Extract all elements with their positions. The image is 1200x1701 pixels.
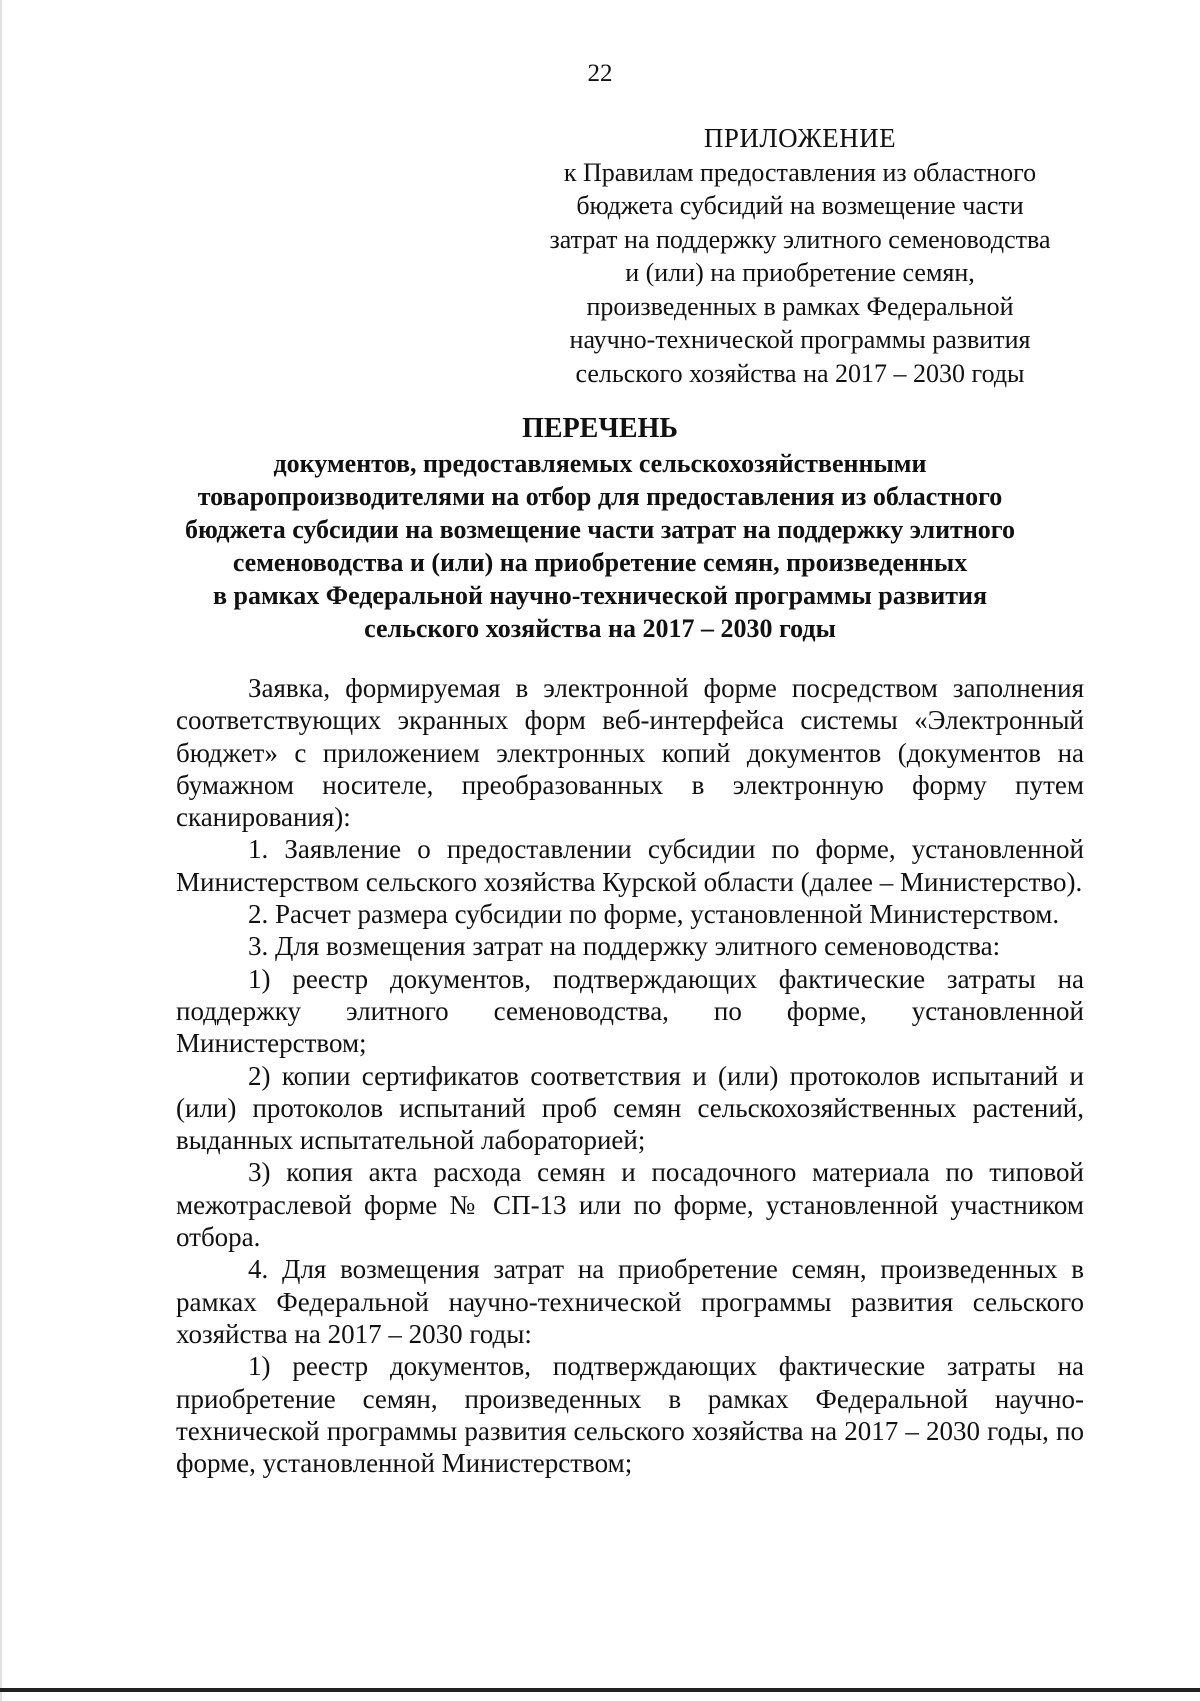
appendix-block	[520, 122, 1080, 390]
appendix-line: и (или) на приобретение семян,	[625, 258, 975, 287]
heading-title: ПЕРЕЧЕНЬ	[522, 413, 678, 444]
heading-line: товаропроизводителями на отбор для предоставления из областного	[197, 482, 1003, 511]
document-heading	[140, 412, 1060, 645]
appendix-line: затрат на поддержку элитного семеноводства	[549, 224, 1051, 254]
heading-line: бюджета субсидии на возмещение части затрат на поддержку элитного	[185, 515, 1015, 544]
heading-line: семеноводства и (или) на приобретение семян, произведенных	[232, 548, 968, 577]
appendix-line: сельского хозяйства на 2017 – 2030 годы	[575, 358, 1025, 388]
scan-edge-bottom	[0, 1688, 1200, 1692]
body-paragraph: 2) копии сертификатов соответствия и (или) протоколов испытаний и (или) протоколов испытаний проб семян сельскохозяйственных растений, выданных испытательной лабораторией;	[176, 1060, 1084, 1156]
page-number: 22	[587, 60, 613, 87]
body-paragraph: 3) копия акта расхода семян и посадочного материала по типовой межотраслевой форме № СП-13 или по форме, установленной участником отбора.	[176, 1157, 1084, 1253]
heading-line: сельского хозяйства на 2017 – 2030 годы	[364, 614, 836, 643]
appendix-line: произведенных в рамках Федеральной	[586, 291, 1014, 321]
body-paragraph: 1) реестр документов, подтверждающих фактические затраты на поддержку элитного семеноводства, по форме, установленной Министерством;	[176, 963, 1084, 1059]
scan-edge-left	[0, 0, 2, 1701]
appendix-title: ПРИЛОЖЕНИЕ	[703, 123, 897, 153]
heading-line: документов, предоставляемых сельскохозяйственными	[273, 449, 927, 478]
body-paragraph: 1. Заявление о предоставлении субсидии по форме, установленной Министерством сельского хозяйства Курской области (далее – Министерство).	[176, 834, 1084, 897]
body-paragraph: 2. Расчет размера субсидии по форме, установленной Министерством.	[248, 899, 1060, 930]
appendix-line: к Правилам предоставления из областного	[563, 157, 1037, 187]
body-paragraph: Заявка, формируемая в электронной форме посредством заполнения соответствующих экранных форм веб-интерфейса системы «Электронный бюджет» с приложением электронных копий документов (документов на бумажном носителе, преобразованных в электронную форму путем сканирования):	[176, 673, 1084, 833]
heading-line: в рамках Федеральной научно-технической программы развития	[212, 581, 988, 610]
body-paragraph: 4. Для возмещения затрат на приобретение семян, произведенных в рамках Федеральной научно-технической программы развития сельского хозяйства на 2017 – 2030 годы:	[176, 1254, 1084, 1349]
document-body	[176, 672, 1084, 1479]
body-paragraph: 1) реестр документов, подтверждающих фактические затраты на приобретение семян, произведенных в рамках Федеральной научно-технической программы развития сельского хозяйства на 2017 – 2030 годы, по форме, установленной Министерством;	[176, 1351, 1084, 1479]
appendix-line: бюджета субсидий на возмещение части	[576, 191, 1024, 220]
appendix-line: научно-технической программы развития	[569, 325, 1031, 354]
body-paragraph: 3. Для возмещения затрат на поддержку элитного семеноводства:	[248, 931, 1001, 962]
